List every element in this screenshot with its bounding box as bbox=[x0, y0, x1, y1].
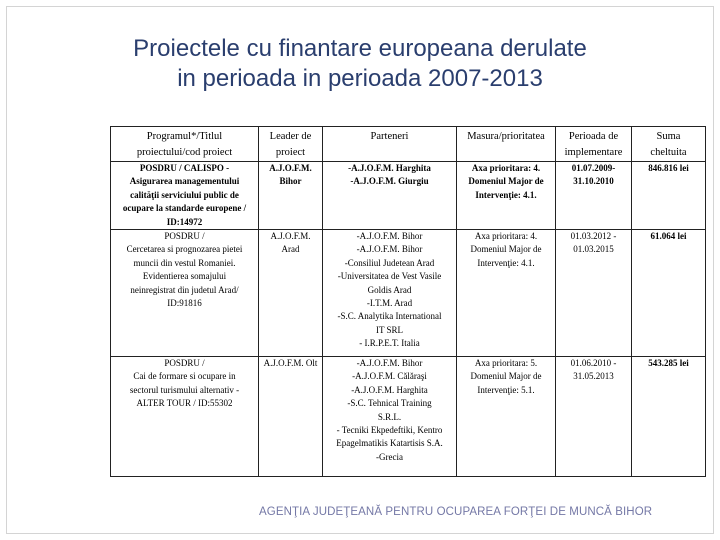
table-header-row bbox=[111, 127, 706, 162]
header-amount: Suma cheltuita bbox=[632, 127, 706, 162]
header-program: Programul*/Titlul proiectului/cod proiect bbox=[111, 127, 259, 162]
cell-partners: -A.J.O.F.M. Harghita -A.J.O.F.M. Giurgiu bbox=[323, 162, 457, 230]
title-line-2: in perioada in perioada 2007-2013 bbox=[177, 65, 543, 92]
header-partners: Parteneri bbox=[323, 127, 457, 162]
header-measure: Masura/prioritatea bbox=[457, 127, 556, 162]
cell-partners: -A.J.O.F.M. Bihor -A.J.O.F.M. Călăraşi -A.J.O.F.M. Harghita -S.C. Tehnical Training S.R.L. - Tecniki Ekpedeftiki, Kentro Epagelmatikis Katartisis S.A. -Grecia bbox=[323, 357, 457, 477]
table-row bbox=[111, 357, 706, 477]
cell-measure: Axa prioritara: 5. Domeniul Major de Intervenţie: 5.1. bbox=[457, 357, 556, 477]
cell-period: 01.03.2012 - 01.03.2015 bbox=[556, 230, 632, 357]
cell-amount: 543.285 lei bbox=[632, 357, 706, 477]
cell-leader: A.J.O.F.M. Olt bbox=[259, 357, 323, 477]
slide-title bbox=[60, 34, 660, 94]
cell-amount: 61.064 lei bbox=[632, 230, 706, 357]
cell-program: POSDRU / Cercetarea si prognozarea pietei muncii din vestul Romaniei. Evidentierea somajului neinregistrat din judetul Arad/ ID:91816 bbox=[111, 230, 259, 357]
projects-table bbox=[110, 126, 706, 477]
cell-period: 01.06.2010 - 31.05.2013 bbox=[556, 357, 632, 477]
cell-leader: A.J.O.F.M. Arad bbox=[259, 230, 323, 357]
table-row bbox=[111, 162, 706, 230]
agency-footer: AGENŢIA JUDEŢEANĂ PENTRU OCUPAREA FORŢEI DE MUNCĂ BIHOR bbox=[259, 506, 653, 518]
cell-leader: A.J.O.F.M. Bihor bbox=[259, 162, 323, 230]
header-period: Perioada de implementare bbox=[556, 127, 632, 162]
header-leader: Leader de proiect bbox=[259, 127, 323, 162]
table-row bbox=[111, 230, 706, 357]
cell-program: POSDRU / CALISPO - Asigurarea managementului calităţii serviciului public de ocupare la standarde europene / ID:14972 bbox=[111, 162, 259, 230]
title-line-1: Proiectele cu finantare europeana derulate bbox=[133, 35, 587, 62]
cell-measure: Axa prioritara: 4. Domeniul Major de Intervenţie: 4.1. bbox=[457, 162, 556, 230]
cell-measure: Axa prioritara: 4. Domeniul Major de Intervenţie: 4.1. bbox=[457, 230, 556, 357]
cell-partners: -A.J.O.F.M. Bihor -A.J.O.F.M. Bihor -Consiliul Judetean Arad -Universitatea de Vest Vasile Goldis Arad -I.T.M. Arad -S.C. Analytika International IT SRL - I.R.P.E.T. Italia bbox=[323, 230, 457, 357]
cell-period: 01.07.2009- 31.10.2010 bbox=[556, 162, 632, 230]
cell-amount: 846.816 lei bbox=[632, 162, 706, 230]
cell-program: POSDRU / Cai de formare si ocupare in sectorul turismului alternativ - ALTER TOUR / ID:55302 bbox=[111, 357, 259, 477]
